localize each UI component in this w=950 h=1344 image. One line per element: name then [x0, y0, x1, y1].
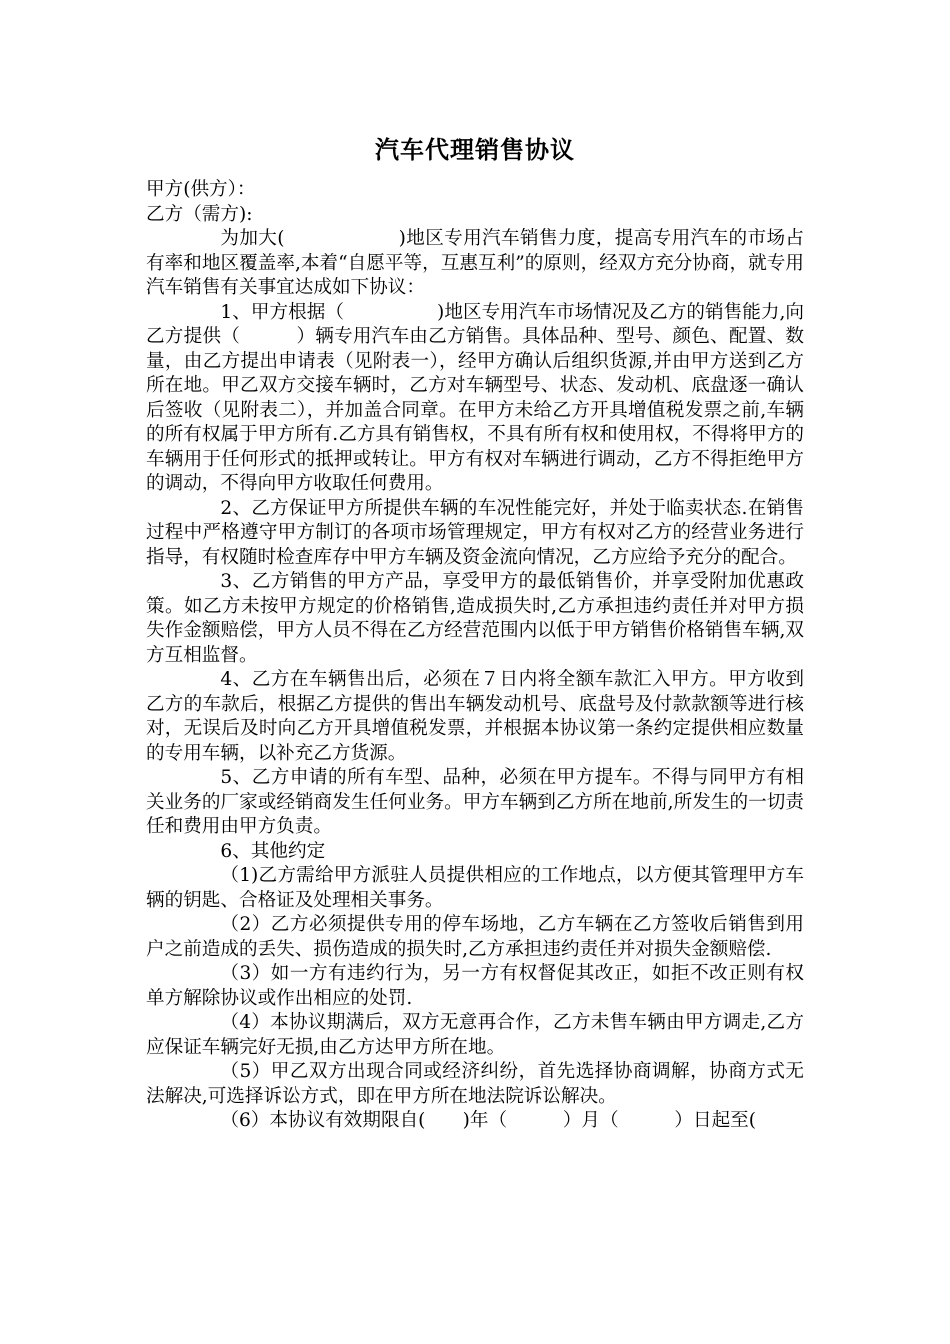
- clause-2: 2、乙方保证甲方所提供车辆的车况性能完好，并处于临卖状态.在销售过程中严格遵守甲方制订的各项市场管理规定，甲方有权对乙方的经营业务进行指导，有权随时检查库存中甲方车辆及资金流向情况，乙方应给予充分的配合。: [146, 497, 804, 568]
- intro-paragraph: 为加大( )地区专用汽车销售力度，提高专用汽车的市场占有率和地区覆盖率,本着“自愿平等，互惠互利”的原则，经双方充分协商，就专用汽车销售有关事宜达成如下协议：: [146, 228, 804, 298]
- sub-clause-4: （4）本协议期满后，双方无意再合作，乙方未售车辆由甲方调走,乙方应保证车辆完好无损,由乙方达甲方所在地。: [146, 1012, 804, 1058]
- sub-clause-5: （5）甲乙双方出现合同或经济纠纷，首先选择协商调解，协商方式无法解决,可选择诉讼方式，即在甲方所在地法院诉讼解决。: [146, 1061, 804, 1107]
- clause-6: 6、其他约定: [220, 840, 326, 862]
- sub-clause-6: （6）本协议有效期限自( )年（ ）月（ ）日起至(: [220, 1110, 757, 1131]
- sub-clause-2: （2）乙方必须提供专用的停车场地，乙方车辆在乙方签收后销售到用户之前造成的丢失、损伤造成的损失时,乙方承担违约责任并对损失金额赔偿.: [146, 914, 804, 960]
- sub-clause-1: （1)乙方需给甲方派驻人员提供相应的工作地点，以方便其管理甲方车辆的钥匙、合格证及处理相关事务。: [146, 865, 804, 911]
- party-a-line: 甲方(供方）：: [146, 179, 256, 200]
- document-body: [146, 134, 804, 1134]
- party-b-line: 乙方（需方):: [146, 203, 253, 225]
- clause-3: 3、乙方销售的甲方产品，享受甲方的最低销售价，并享受附加优惠政策。如乙方未按甲方规定的价格销售,造成损失时,乙方承担违约责任并对甲方损失作金额赔偿，甲方人员不得在乙方经营范围内以低于甲方销售价格销售车辆,双方互相监督。: [146, 571, 804, 666]
- sub-clause-3: （3）如一方有违约行为，另一方有权督促其改正，如拒不改正则有权单方解除协议或作出相应的处罚.: [146, 963, 804, 1009]
- clause-4: 4、乙方在车辆售出后，必须在７日内将全额车款汇入甲方。甲方收到乙方的车款后，根据乙方提供的售出车辆发动机号、底盘号及付款款额等进行核对，无误后及时向乙方开具增值税发票，并根据本协议第一条约定提供相应数量的专用车辆，以补充乙方货源。: [146, 669, 804, 764]
- clause-1: 1、甲方根据（ )地区专用汽车市场情况及乙方的销售能力,向乙方提供（ ）辆专用汽车由乙方销售。具体品种、型号、颜色、配置、数量，由乙方提出申请表（见附表一），经甲方确认后组织货源,并由甲方送到乙方所在地。甲乙双方交接车辆时，乙方对车辆型号、状态、发动机、底盘逐一确认后签收（见附表二），并加盖合同章。在甲方未给乙方开具增值税发票之前,车辆的所有权属于甲方所有.乙方具有销售权，不具有所有权和使用权，不得将甲方的车辆用于任何形式的抵押或转让。甲方有权对车辆进行调动，乙方不得拒绝甲方的调动，不得向甲方收取任何费用。: [146, 301, 804, 494]
- clause-5: 5、乙方申请的所有车型、品种，必须在甲方提车。不得与同甲方有相关业务的厂家或经销商发生任何业务。甲方车辆到乙方所在地前,所发生的一切责任和费用由甲方负责。: [146, 767, 804, 837]
- document-title: 汽车代理销售协议: [375, 135, 575, 164]
